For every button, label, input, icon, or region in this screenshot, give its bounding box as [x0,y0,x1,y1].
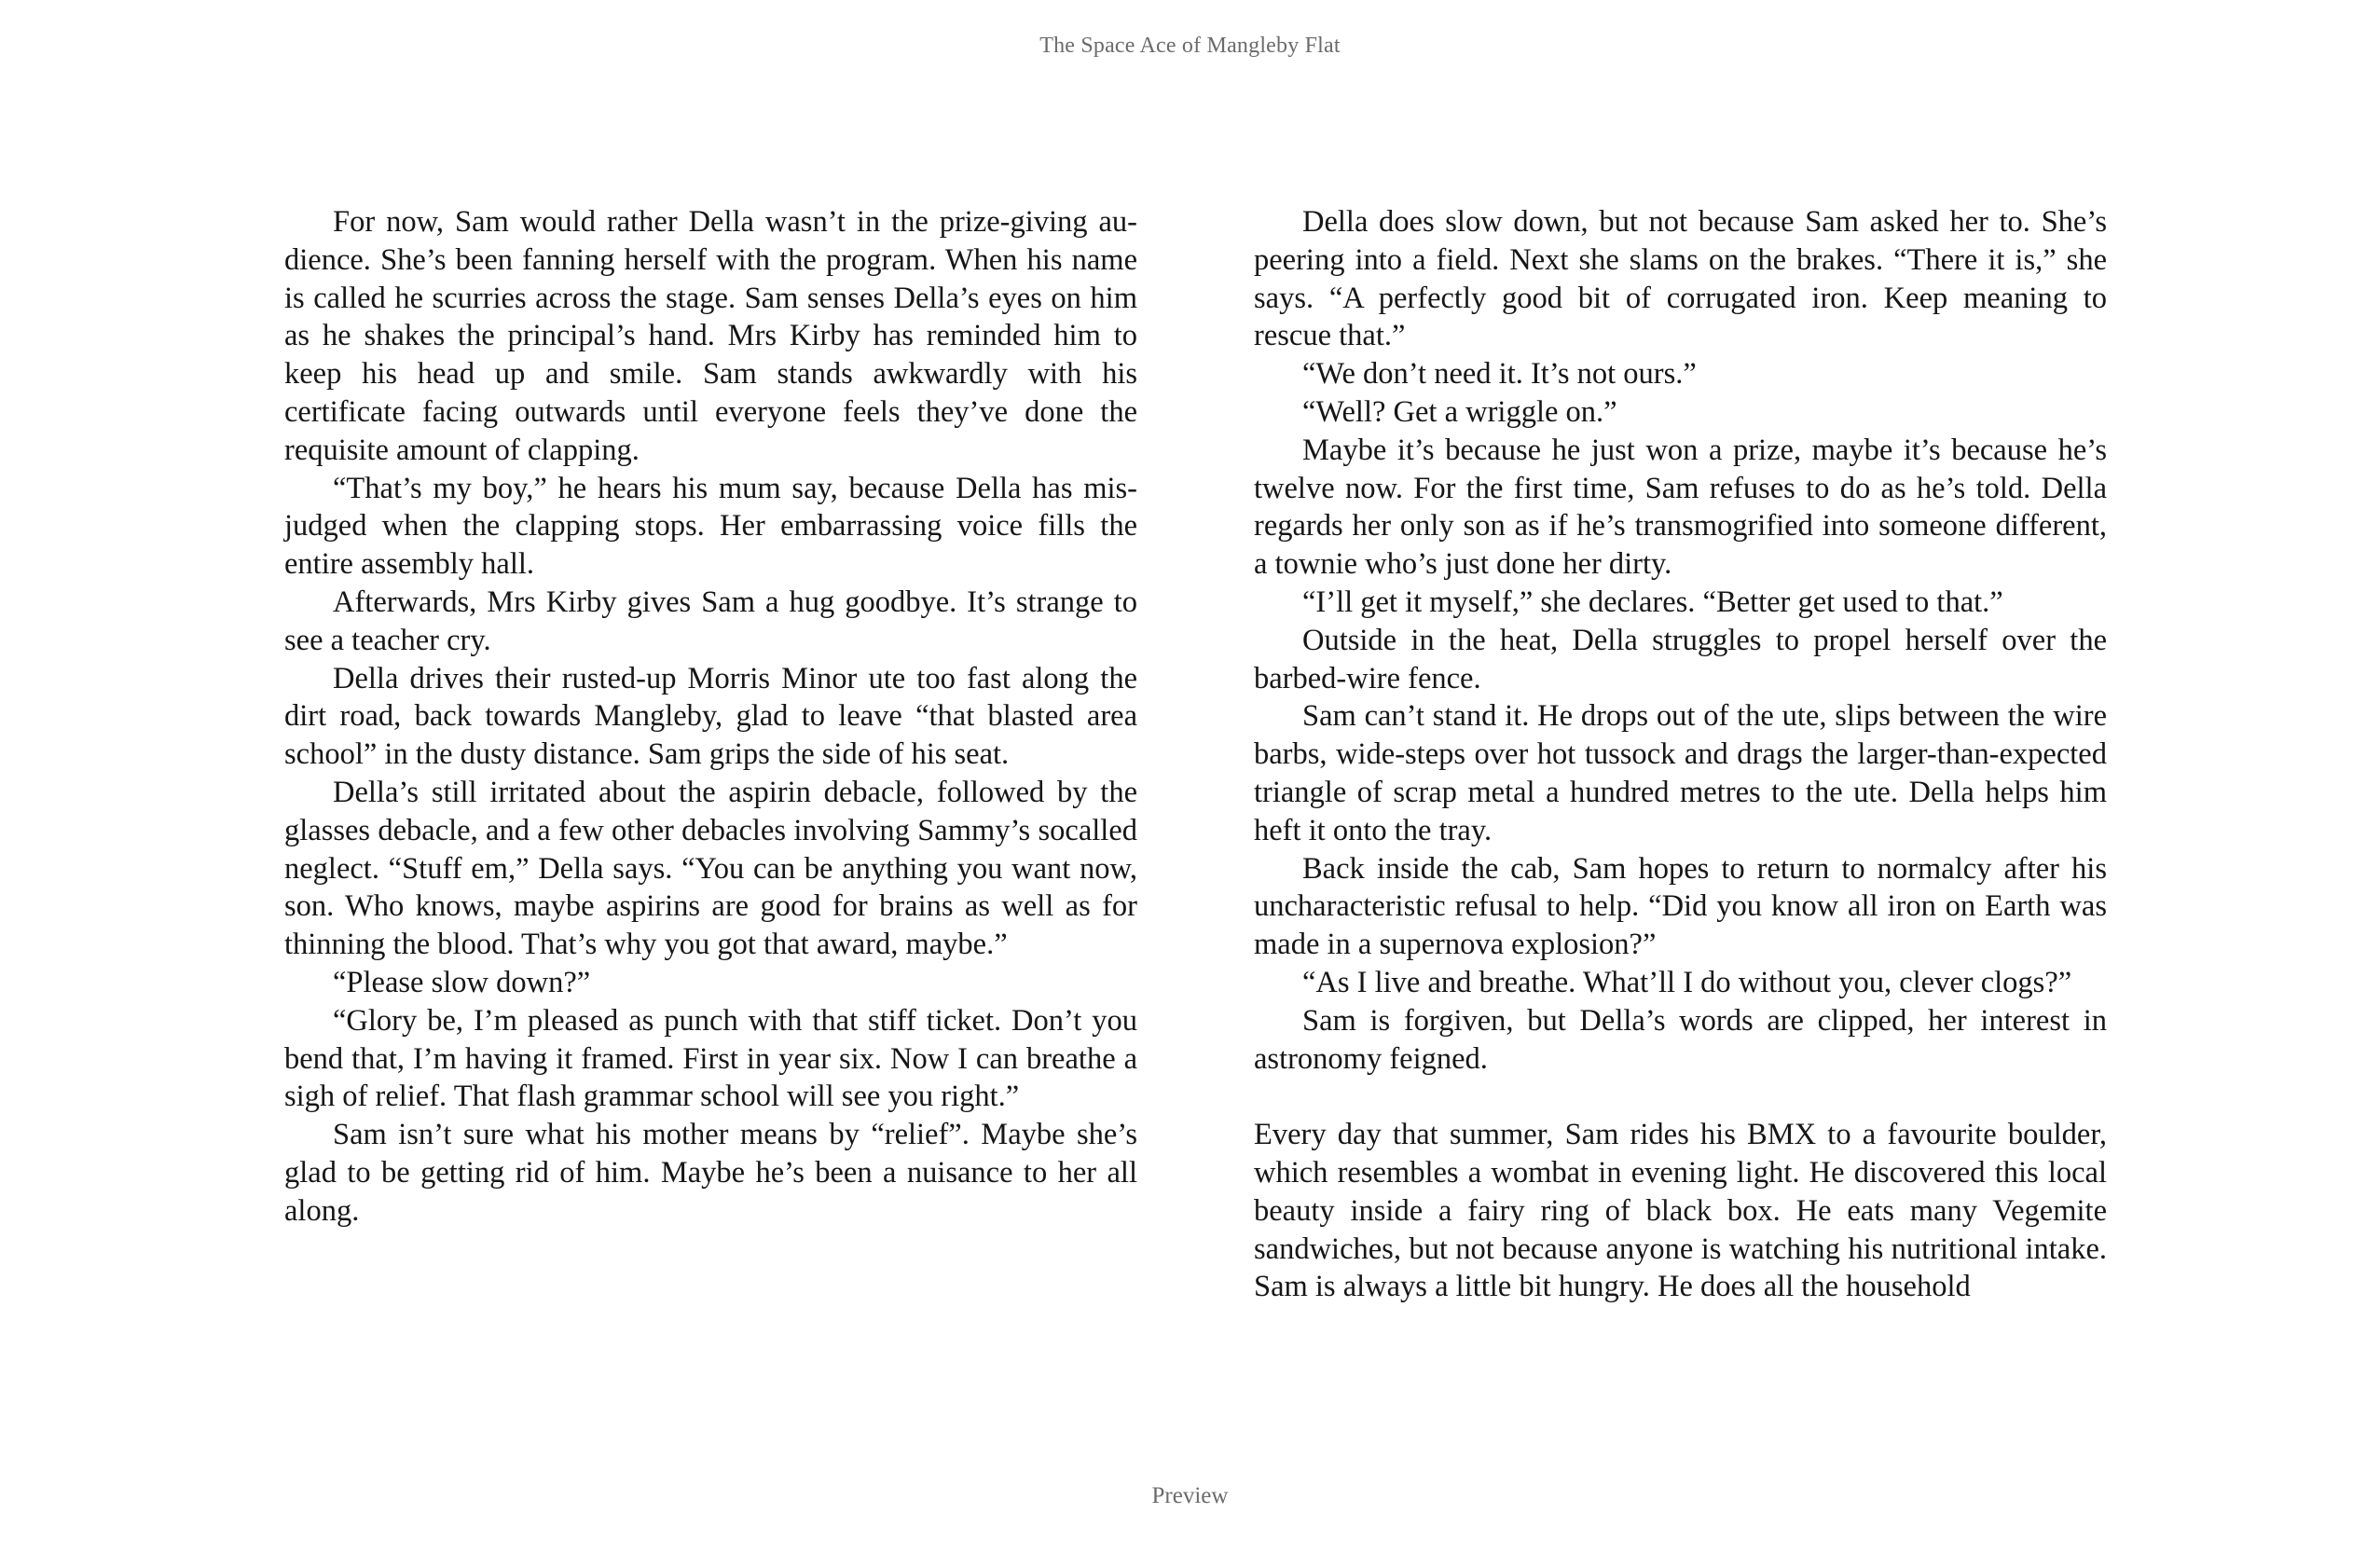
right-page-text [1254,203,2107,1306]
paragraph: Della does slow down, but not because Sam asked her to. She’s peering into a field. Next she slams on the brakes. “There it is,” she says. “A perfectly good bit of corrugated iron. Keep meaning to rescue that.” [1254,205,2107,353]
paragraph: Sam can’t stand it. He drops out of the ute, slips between the wire barbs, wide-steps over hot tussock and drags the larger-than-expected triangle of scrap metal a hundred metres to the ute. Della helps him heft it onto the tray. [1254,699,2107,847]
paragraph: “Glory be, I’m pleased as punch with that stiff ticket. Don’t you bend that, I’m having it framed. First in year six. Now I can breathe a sigh of relief. That flash grammar school will see you right.” [284,1003,1137,1114]
paragraph: Della’s still irritated about the aspirin debacle, followed by the glasses debacle, and a few other debacles involving Sammy’s socalled neglect. “Stuff em,” Della says. “You can be anything you want now, son. Who knows, maybe aspirins are good for brains as well as for thinning the blood. That’s why you got that award, maybe.” [284,775,1137,962]
paragraph: “I’ll get it myself,” she declares. “Better get used to that.” [1302,585,2003,619]
paragraph: “We don’t need it. It’s not ours.” [1302,357,1697,392]
paragraph: “Please slow down?” [333,965,591,999]
paragraph: Sam is forgiven, but Della’s words are clipped, her interest in astronomy feigned. [1254,1003,2107,1076]
paragraph: For now, Sam would rather Della wasn’t in the prize-giving audience. She’s been fanning herself with the program. When his name is called he scurries across the stage. Sam senses Della’s eyes on him as he shakes the principal’s hand. Mrs Kirby has reminded him to keep his head up and smile. Sam stands awkwardly with his certificate facing outwards until everyone feels they’ve done the requisite amount of clapping. [284,205,1137,467]
paragraph: Maybe it’s because he just won a prize, maybe it’s because he’s twelve now. For the first time, Sam refuses to do as he’s told. Della regards her only son as if he’s transmogrified into someone different, a townie who’s just done her dirty. [1254,433,2107,582]
paragraph: “Well? Get a wriggle on.” [1302,394,1617,429]
paragraph: “As I live and breathe. What’ll I do without you, clever clogs?” [1302,965,2072,999]
paragraph: Back inside the cab, Sam hopes to return to normalcy after his uncharacteristic refusal to help. “Did you know all iron on Earth was made in a supernova explosion?” [1254,851,2107,962]
left-page-text [284,203,1137,1231]
paragraph: Sam isn’t sure what his mother means by “relief”. Maybe she’s glad to be getting rid of him. Maybe he’s been a nuisance to her all along. [284,1118,1137,1228]
section-start-paragraph: Every day that summer, Sam rides his BMX to a favourite boulder, which resembles a wombat in evening light. He discovered this local beauty inside a fairy ring of black box. He eats many Vegemite sandwiches, but not because anyone is watching his nutritional intake. Sam is always a little bit hungry. He does all the household [1254,1118,2107,1304]
book-title-header: The Space Ace of Mangleby Flat [1039,34,1341,58]
paragraph: Afterwards, Mrs Kirby gives Sam a hug goodbye. It’s strange to see a teacher cry. [284,585,1137,657]
paragraph: Della drives their rusted-up Morris Minor ute too fast along the dirt road, back towards Mangleby, glad to leave “that blasted area school” in the dusty distance. Sam grips the side of his seat. [284,661,1137,772]
preview-label: Preview [1151,1483,1229,1508]
paragraph: “That’s my boy,” he hears his mum say, because Della has misjudged when the clapping stops. Her embarrassing voice fills the entire assembly hall. [284,471,1137,582]
paragraph: Outside in the heat, Della struggles to propel herself over the barbed-wire fence. [1254,623,2107,695]
